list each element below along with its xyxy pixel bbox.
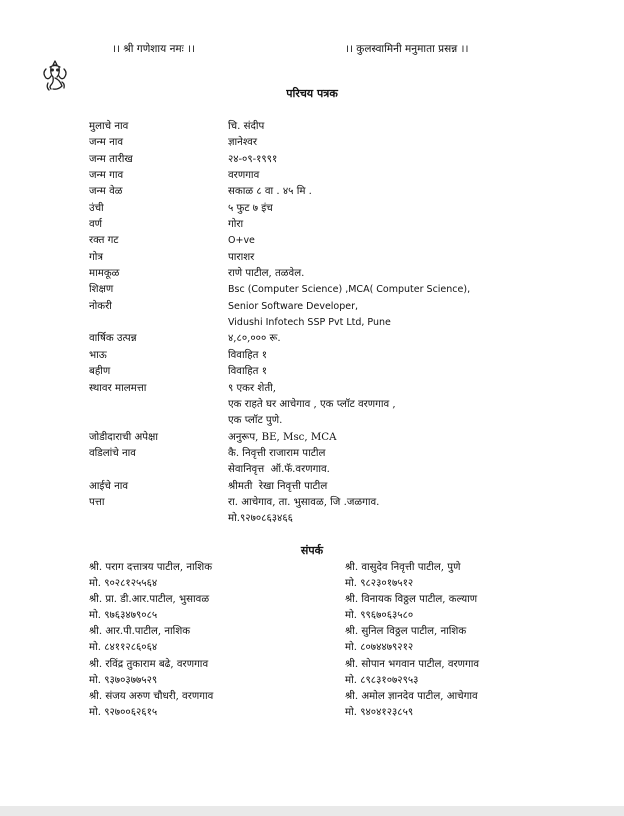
detail-label: जन्म तारीख: [89, 153, 133, 165]
page-bottom-edge: [0, 806, 624, 816]
contact-phone: मो. ९२७००६२६१५: [89, 706, 158, 718]
detail-value: वरणगाव: [228, 170, 260, 182]
contact-phone: मो. ९९६७०६३५८०: [345, 610, 414, 622]
contact-phone: मो. ८४११२८६०६४: [89, 642, 158, 654]
contacts-left-column: [89, 560, 213, 721]
detail-label: जन्म नाव: [89, 137, 124, 149]
contact-name: श्री. प्रा. डी.आर.पाटील, भुसावळ: [89, 594, 210, 606]
detail-label: वडिलांचे नाव: [89, 447, 136, 459]
detail-row: [89, 364, 470, 380]
detail-value: रा. आचेगाव, ता. भुसावळ, जि .जळगाव.: [228, 496, 380, 508]
document-title: परिचय पत्रक: [286, 87, 338, 100]
detail-label: नोकरी: [89, 300, 112, 312]
contact-name: श्री. सोपान भगवान पाटील, वरणगाव: [345, 658, 480, 670]
detail-label: [89, 462, 228, 478]
detail-value: ९ एकर शेती,: [228, 382, 277, 394]
detail-value: पाराशर: [228, 251, 255, 263]
detail-value: अनुरूप, BE, Msc, MCA: [228, 431, 337, 443]
details-section: [89, 119, 470, 528]
detail-value: Vidushi Infotech SSP Pvt Ltd, Pune: [228, 317, 391, 329]
detail-row: [89, 315, 470, 331]
detail-value: मो.९२७०८६३४६६: [228, 513, 293, 525]
contacts-right-column: [345, 560, 479, 721]
contact-name: श्री. रविंद्र तुकाराम बढे, वरणगाव: [89, 658, 209, 670]
contact-phone: मो. ९७६३४७९०८५: [89, 610, 158, 622]
detail-label: शिक्षण: [89, 284, 114, 296]
detail-row: [89, 348, 470, 364]
detail-row: [89, 266, 470, 282]
detail-value: गोरा: [228, 219, 244, 231]
detail-value: Bsc (Computer Science) ,MCA( Computer Science),: [228, 284, 471, 296]
detail-row: [89, 119, 470, 135]
detail-row: [89, 217, 470, 233]
detail-row: [89, 430, 470, 446]
detail-label: मामकूळ: [89, 268, 120, 280]
detail-row: [89, 413, 470, 429]
left-greeting: ।। श्री गणेशाय नमः ।।: [112, 43, 196, 55]
detail-row: [89, 168, 470, 184]
detail-label: गोत्र: [89, 251, 103, 263]
detail-value: विवाहित १: [228, 349, 267, 361]
contact-name: श्री. आर.पी.पाटील, नाशिक: [89, 626, 191, 638]
detail-row: [89, 397, 470, 413]
detail-row: [89, 446, 470, 462]
detail-label: रक्त गट: [89, 235, 119, 247]
detail-label: वार्षिक उत्पन्न: [89, 333, 137, 345]
detail-row: [89, 282, 470, 298]
detail-value: श्रीमती रेखा निवृत्ती पाटील: [228, 480, 328, 492]
detail-row: [89, 511, 470, 527]
detail-value: ४,८०,००० रू.: [228, 333, 281, 345]
detail-row: [89, 135, 470, 151]
detail-row: [89, 299, 470, 315]
detail-label: मुलाचे नाव: [89, 121, 129, 132]
detail-row: [89, 152, 470, 168]
contact-phone: मो. ९८२३०१७५१२: [345, 578, 414, 590]
detail-value: ज्ञानेश्वर: [228, 137, 257, 149]
contact-phone: मो. ९४०४१२३८५९: [345, 706, 414, 718]
contact-phone: मो. ८९८३१०७२९५३: [345, 674, 419, 686]
detail-row: [89, 381, 470, 397]
detail-row: [89, 495, 470, 511]
detail-label: वर्ण: [89, 219, 103, 231]
contact-title: संपर्क: [300, 544, 324, 557]
detail-label: जोडीदाराची अपेक्षा: [89, 431, 158, 443]
detail-label: [89, 315, 228, 331]
detail-value: ५ फुट ७ इंच: [228, 202, 273, 214]
detail-label: जन्म वेळ: [89, 186, 123, 198]
detail-value: सकाळ ८ वा . ४५ मि .: [228, 186, 312, 198]
contact-phone: मो. ९३७०३७७५२९: [89, 674, 158, 686]
detail-label: स्थावर मालमत्ता: [89, 382, 147, 394]
detail-row: [89, 250, 470, 266]
contact-phone: मो. ८०७४४७९२१२: [345, 642, 414, 654]
detail-value: Senior Software Developer,: [228, 300, 359, 312]
detail-value: O+ve: [228, 235, 255, 247]
detail-value: चि. संदीप: [228, 121, 265, 132]
detail-label: बहीण: [89, 366, 111, 378]
detail-row: [89, 331, 470, 347]
detail-label: उंची: [89, 202, 104, 214]
detail-label: आईचे नाव: [89, 480, 129, 492]
detail-label: जन्म गाव: [89, 170, 124, 182]
detail-label: [89, 413, 228, 429]
detail-row: [89, 462, 470, 478]
detail-label: [89, 397, 228, 413]
detail-row: [89, 479, 470, 495]
contact-name: श्री. सुनिल विठ्ठल पाटील, नाशिक: [345, 626, 467, 638]
detail-value: राणे पाटील, तळवेल.: [228, 268, 305, 280]
detail-value: एक राहते घर आचेगाव , एक प्लॉट वरणगाव ,: [228, 398, 396, 410]
detail-value: २४-०९-१९९१: [228, 153, 278, 165]
detail-value: एक प्लॉट पुणे.: [228, 415, 283, 427]
contact-name: श्री. वासुदेव निवृत्ती पाटील, पुणे: [345, 562, 461, 573]
detail-value: सेवानिवृत्त ऑ.फॅ.वरणगाव.: [228, 464, 330, 476]
detail-row: [89, 201, 470, 217]
detail-label: पत्ता: [89, 496, 105, 508]
contact-name: श्री. विनायक विठ्ठल पाटील, कल्याण: [345, 594, 478, 606]
detail-label: भाऊ: [89, 349, 107, 361]
contact-name: श्री. पराग दत्तात्रय पाटील, नाशिक: [89, 562, 213, 573]
right-greeting: ।। कुलस्वामिनी मनुमाता प्रसन्न ।।: [345, 43, 469, 55]
detail-label: [89, 511, 228, 527]
contact-name: श्री. अमोल ज्ञानदेव पाटील, आचेगाव: [345, 690, 478, 702]
contact-name: श्री. संजय अरुण चौधरी, वरणगाव: [89, 690, 214, 702]
detail-row: [89, 233, 470, 249]
detail-row: [89, 184, 470, 200]
detail-value: विवाहित १: [228, 366, 267, 378]
contact-phone: मो. ९०२८१२५५६४: [89, 578, 158, 590]
detail-value: कै. निवृत्ती राजाराम पाटील: [228, 447, 326, 459]
